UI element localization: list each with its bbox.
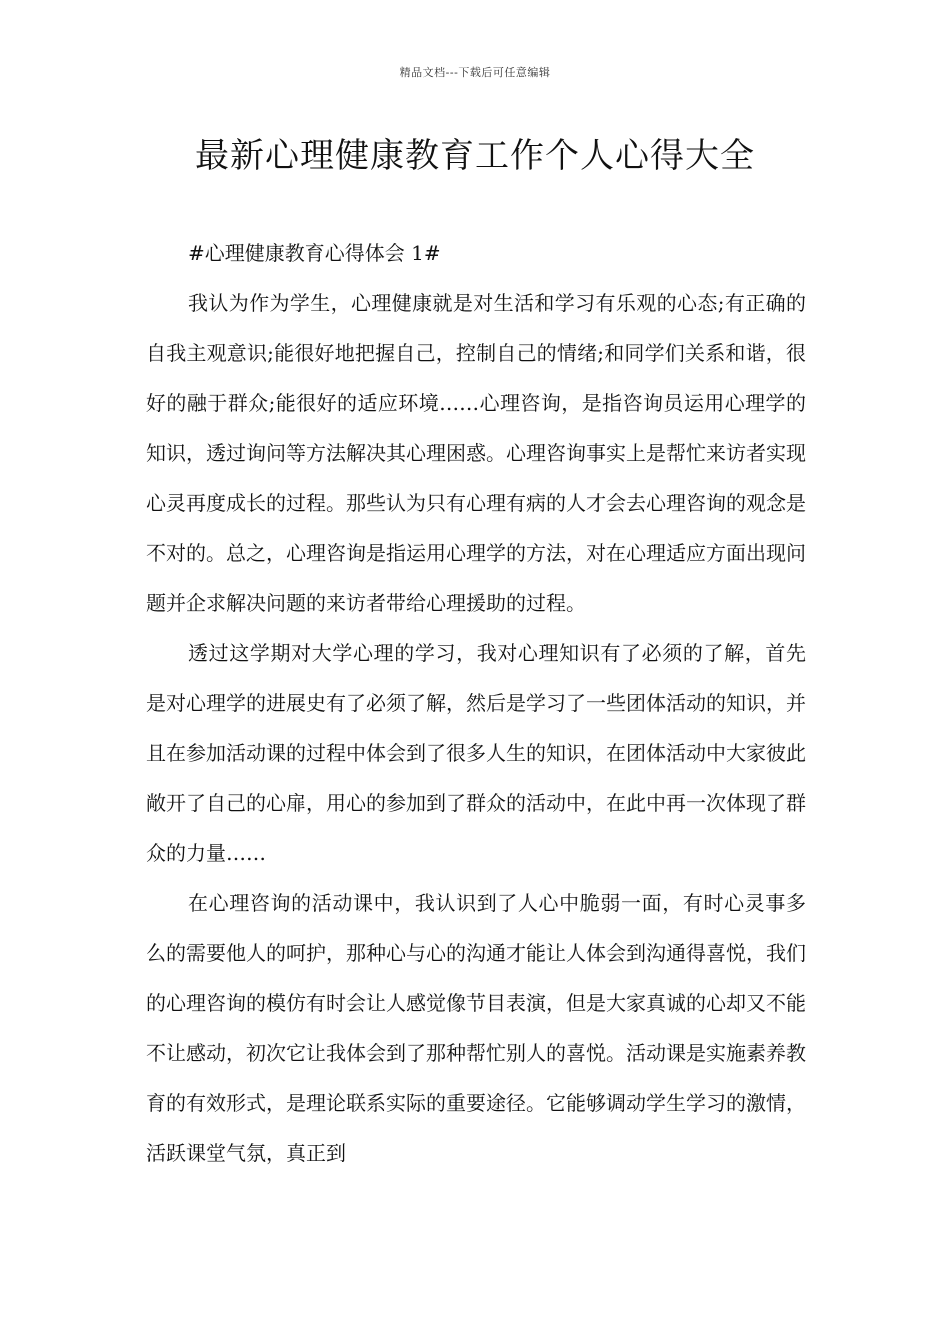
paragraph: 透过这学期对大学心理的学习，我对心理知识有了必须的了解，首先是对心理学的进展史有了必须了解，然后是学习了一些团体活动的知识，并且在参加活动课的过程中体会到了很多人生的知识，在团体活动中大家彼此敞开了自己的心扉，用心的参加到了群众的活动中，在此中再一次体现了群众的力量…… <box>146 641 806 865</box>
document-body <box>146 228 806 1178</box>
section-heading: #心理健康教育心得体会 1# <box>188 241 441 265</box>
paragraph: 我认为作为学生，心理健康就是对生活和学习有乐观的心态;有正确的自我主观意识;能很好地把握自己，控制自己的情绪;和同学们关系和谐，很好的融于群众;能很好的适应环境……心理咨询，是指咨询员运用心理学的知识，透过询问等方法解决其心理困惑。心理咨询事实上是帮忙来访者实现心灵再度成长的过程。那些认为只有心理有病的人才会去心理咨询的观念是不对的。总之，心理咨询是指运用心理学的方法，对在心理适应方面出现问题并企求解决问题的来访者带给心理援助的过程。 <box>146 291 806 615</box>
paragraph: 在心理咨询的活动课中，我认识到了人心中脆弱一面，有时心灵事多么的需要他人的呵护，那种心与心的沟通才能让人体会到沟通得喜悦，我们的心理咨询的模仿有时会让人感觉像节目表演，但是大家真诚的心却又不能不让感动，初次它让我体会到了那种帮忙别人的喜悦。活动课是实施素养教育的有效形式，是理论联系实际的重要途径。它能够调动学生学习的激情，活跃课堂气氛，真正到 <box>146 891 806 1165</box>
document-title: 最新心理健康教育工作个人心得大全 <box>195 136 755 176</box>
header-note: 精品文档---下载后可任意编辑 <box>399 66 551 79</box>
